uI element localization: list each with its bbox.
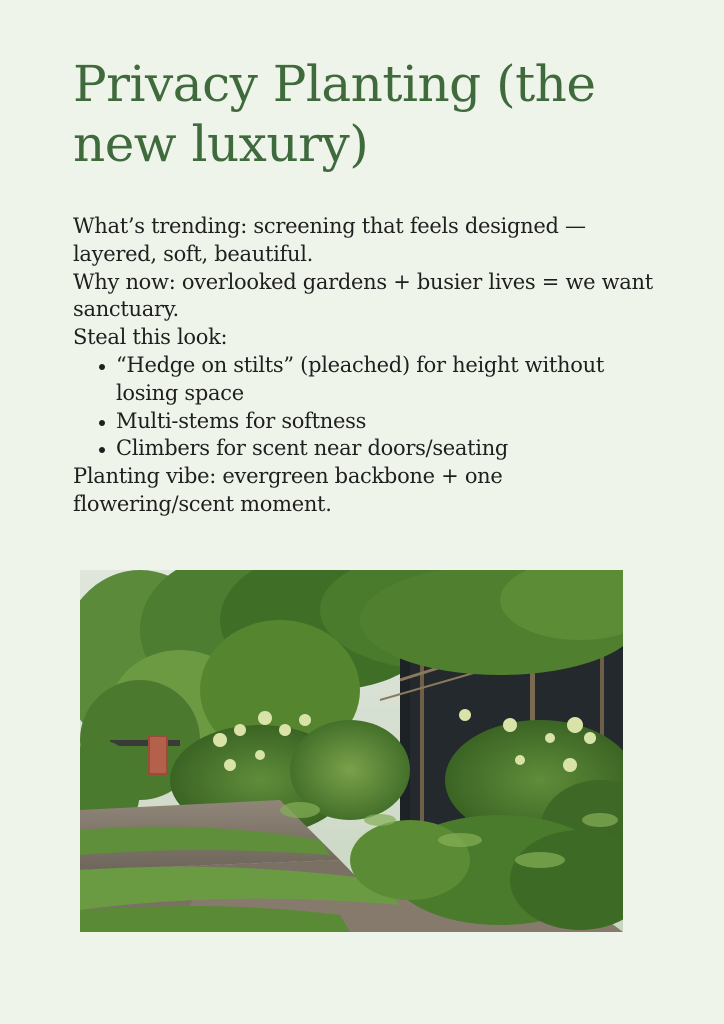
list-item: Climbers for scent near doors/seating <box>116 435 653 463</box>
trending-paragraph: What’s trending: screening that feels designed — layered, soft, beautiful. <box>73 214 586 266</box>
article-body <box>73 213 653 519</box>
page-title: Privacy Planting (the new luxury) <box>73 55 596 173</box>
steal-list <box>73 352 653 463</box>
why-now-paragraph: Why now: overlooked gardens + busier lives = we want sanctuary. <box>73 269 653 322</box>
list-item: “Hedge on stilts” (pleached) for height without losing space <box>116 352 653 408</box>
steal-heading: Steal this look: <box>73 325 228 350</box>
list-item: Multi-stems for softness <box>116 408 653 436</box>
garden-photo <box>80 570 623 932</box>
planting-vibe-paragraph: Planting vibe: evergreen backbone + one flowering/scent moment. <box>73 464 503 516</box>
